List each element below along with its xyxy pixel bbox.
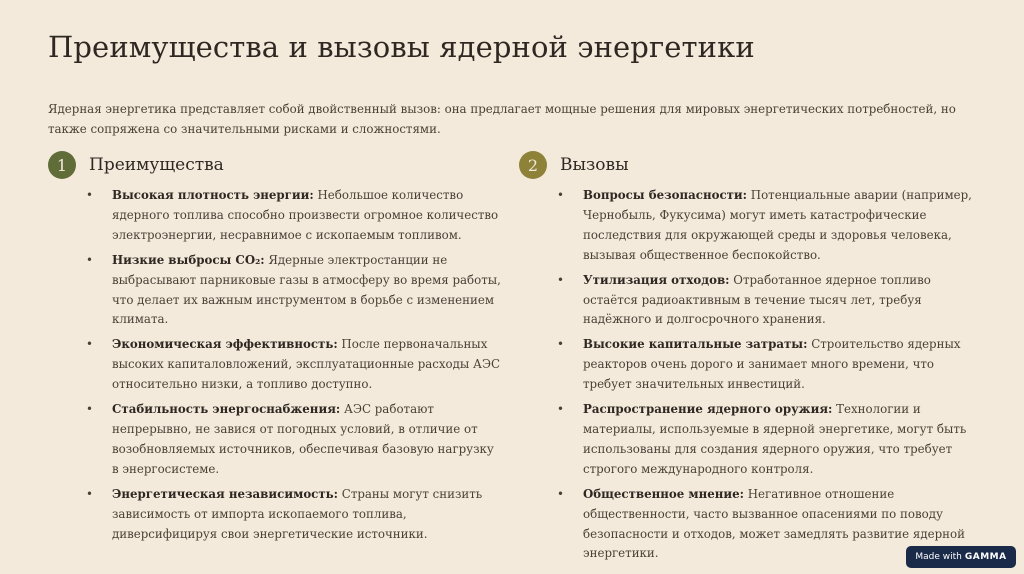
item-text: Потенциальные аварии (например, Чернобыль, Фукусима) могут иметь катастрофические последствия для окружающей среды и здоровья человека, вызывая общественное беспокойство.: [583, 188, 972, 262]
item-term: Низкие выбросы CO₂:: [112, 252, 265, 267]
bullet-icon: •: [557, 188, 564, 202]
page-title: Преимущества и вызовы ядерной энергетики: [48, 30, 755, 64]
challenges-heading: Вызовы: [560, 155, 629, 175]
item-term: Стабильность энергоснабжения:: [112, 402, 341, 417]
list-item: [553, 271, 985, 331]
bullet-icon: •: [557, 402, 564, 417]
list-item: [82, 400, 502, 480]
item-text: Негативное отношение общественности, часто вызванное опасениями по поводу безопасности и отходов, может замедлять развитие ядерной энергетики.: [583, 486, 965, 561]
gamma-logo: GAMMA: [964, 552, 1007, 562]
advantages-list: [82, 186, 502, 549]
item-term: Распространение ядерного оружия:: [583, 402, 833, 417]
item-term: Экономическая эффективность:: [112, 337, 338, 352]
list-item: [82, 485, 502, 545]
item-text: Ядерные электростанции не выбрасывают парниковые газы в атмосферу во время работы, что делает их важным инструментом в борьбе с изменением климата.: [112, 252, 501, 327]
advantages-column: [48, 150, 508, 541]
made-with-gamma-badge[interactable]: [906, 546, 1016, 568]
item-term: Вопросы безопасности:: [583, 188, 748, 202]
number-circle-2: 2: [519, 151, 547, 179]
item-term: Высокая плотность энергии:: [112, 188, 314, 202]
item-text: Строительство ядерных реакторов очень дорого и занимает много времени, что требует значительных инвестиций.: [583, 337, 961, 392]
list-item: [553, 400, 985, 480]
item-term: Высокие капитальные затраты:: [583, 337, 808, 352]
list-item: [82, 251, 502, 331]
item-text: После первоначальных высоких капиталовложений, эксплуатационные расходы АЭС относительно низки, а топливо доступно.: [112, 337, 501, 392]
bullet-icon: •: [86, 188, 93, 202]
bullet-icon: •: [86, 252, 93, 267]
item-text: Небольшое количество ядерного топлива способно произвести огромное количество электроэнергии, несравнимое с ископаемым топливом.: [112, 188, 499, 242]
list-item: [82, 335, 502, 395]
advantages-header: [48, 150, 508, 180]
bullet-icon: •: [557, 486, 564, 501]
number-circle-1: 1: [48, 151, 76, 179]
item-text: Отработанное ядерное топливо остаётся радиоактивным в течение тысяч лет, требуя надёжного и долгосрочного хранения.: [583, 272, 931, 327]
item-text: Технологии и материалы, используемые в ядерной энергетике, могут быть использованы для создания ядерного оружия, что требует строгого международного контроля.: [583, 402, 967, 476]
challenges-list: [553, 186, 985, 569]
list-item: [553, 186, 985, 266]
bullet-icon: •: [86, 402, 93, 417]
advantages-heading: Преимущества: [89, 155, 224, 175]
bullet-icon: •: [557, 272, 564, 287]
list-item: [553, 335, 985, 395]
bullet-icon: •: [86, 486, 93, 501]
item-term: Энергетическая независимость:: [112, 486, 339, 501]
list-item: [82, 186, 502, 246]
item-text: Страны могут снизить зависимость от импорта ископаемого топлива, диверсифицируя свои энергетические источники.: [112, 486, 483, 541]
badge-prefix: Made with: [915, 552, 962, 562]
intro-paragraph: Ядерная энергетика представляет собой двойственный вызов: она предлагает мощные решения для мировых энергетических потребностей, но также сопряжена со значительными рисками и сложностями.: [48, 102, 956, 136]
challenges-header: [519, 150, 989, 180]
item-term: Утилизация отходов:: [583, 272, 730, 287]
bullet-icon: •: [86, 337, 93, 352]
item-text: АЭС работают непрерывно, не завися от погодных условий, в отличие от возобновляемых источников, обеспечивая базовую нагрузку в энергосистеме.: [112, 402, 494, 476]
item-term: Общественное мнение:: [583, 486, 744, 501]
bullet-icon: •: [557, 337, 564, 352]
